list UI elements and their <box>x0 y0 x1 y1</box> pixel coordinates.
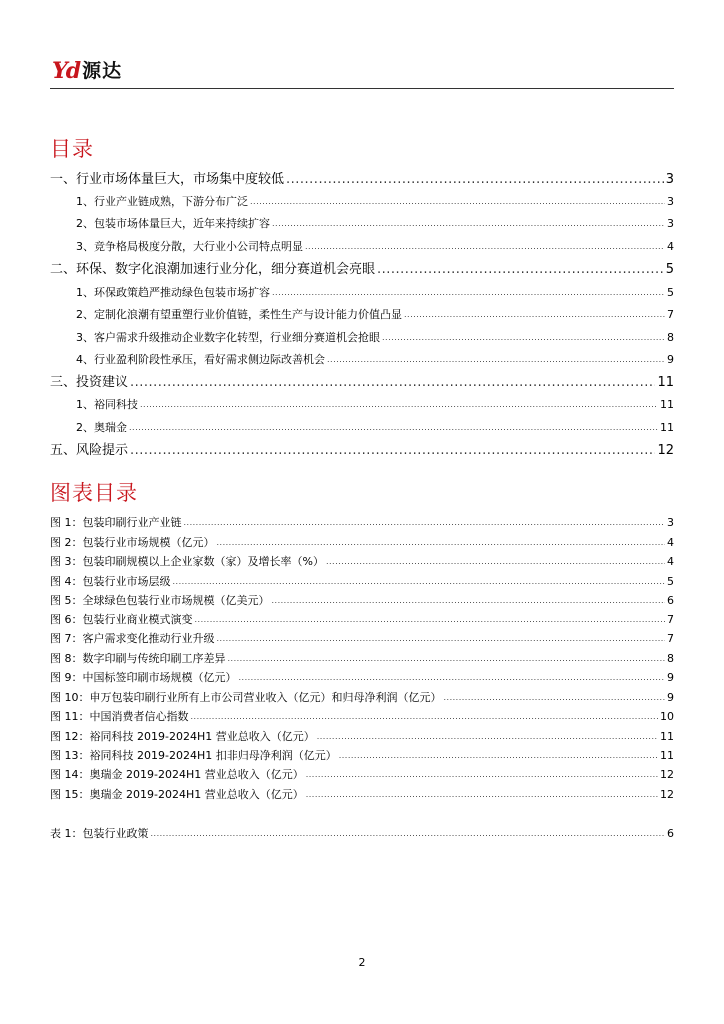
figure-entry[interactable] <box>50 612 674 628</box>
figure-entry-label: 图 15：奥瑞金 2019-2024H1 营业总收入（亿元） <box>50 788 304 801</box>
figure-entry[interactable] <box>50 670 674 686</box>
dot-leader <box>326 554 665 570</box>
toc-entry[interactable] <box>50 261 674 279</box>
toc-title: 目录 <box>50 137 94 161</box>
toc-entry[interactable] <box>50 194 674 210</box>
brand-name: 源达 <box>82 59 123 82</box>
toc-entry-label: 1、环保政策趋严推动绿色包装市场扩容 <box>76 286 270 299</box>
toc-entry[interactable] <box>50 397 674 413</box>
table-entry[interactable] <box>50 826 674 842</box>
toc-entry-page: 11 <box>657 375 674 390</box>
toc-entry-page: 9 <box>667 353 674 366</box>
toc-entry[interactable] <box>50 171 674 189</box>
toc-entry[interactable] <box>50 374 674 392</box>
figure-entry[interactable] <box>50 593 674 609</box>
dot-leader <box>306 767 658 783</box>
dot-leader <box>129 420 658 436</box>
figure-entry[interactable] <box>50 729 674 745</box>
dot-leader <box>272 285 665 301</box>
logo-mark: Yd <box>52 58 80 84</box>
toc-entry-label: 3、客户需求升级推动企业数字化转型，行业细分赛道机会抢眼 <box>76 331 380 344</box>
toc-entry-page: 3 <box>667 195 674 208</box>
figure-entry-label: 图 14：奥瑞金 2019-2024H1 营业总收入（亿元） <box>50 768 304 781</box>
toc-entry[interactable] <box>50 239 674 255</box>
figure-entry-page: 11 <box>660 749 674 762</box>
toc-entry[interactable] <box>50 307 674 323</box>
toc-entry-page: 5 <box>667 286 674 299</box>
dot-leader <box>140 397 658 413</box>
figure-entry-page: 12 <box>660 768 674 781</box>
dot-leader <box>173 574 666 590</box>
toc-entry-label: 二、环保、数字化浪潮加速行业分化，细分赛道机会亮眼 <box>50 262 376 277</box>
toc-entry-label: 三、投资建议 <box>50 375 129 390</box>
figure-entry-page: 3 <box>667 516 674 529</box>
toc-entry-page: 11 <box>660 398 674 411</box>
dot-leader <box>217 535 666 551</box>
figure-entry[interactable] <box>50 554 674 570</box>
figure-entry-page: 6 <box>667 594 674 607</box>
dot-leader <box>130 374 655 392</box>
toc-entry-label: 2、定制化浪潮有望重塑行业价值链，柔性生产与设计能力价值凸显 <box>76 308 402 321</box>
figure-entry-label: 图 2：包装行业市场规模（亿元） <box>50 536 215 549</box>
figure-entry[interactable] <box>50 631 674 647</box>
figure-entry-page: 9 <box>667 671 674 684</box>
toc-entry-label: 1、裕同科技 <box>76 398 138 411</box>
dot-leader <box>195 612 666 628</box>
figure-entry-label: 图 12：裕同科技 2019-2024H1 营业总收入（亿元） <box>50 730 315 743</box>
dot-leader <box>306 787 658 803</box>
dot-leader <box>191 709 659 725</box>
figure-entry-label: 图 6：包装行业商业模式演变 <box>50 613 193 626</box>
table-entry-page: 6 <box>667 827 674 840</box>
dot-leader <box>250 194 665 210</box>
figure-entry-page: 7 <box>667 632 674 645</box>
figure-entry-label: 图 3：包装印刷规模以上企业家数（家）及增长率（%） <box>50 555 324 568</box>
toc-entry[interactable] <box>50 216 674 232</box>
toc-entry[interactable] <box>50 330 674 346</box>
figure-entry-label: 图 1：包装印刷行业产业链 <box>50 516 182 529</box>
header-divider <box>50 88 674 89</box>
toc-entry-page: 11 <box>660 421 674 434</box>
dot-leader <box>382 330 665 346</box>
figure-entry-label: 图 8：数字印刷与传统印刷工序差异 <box>50 652 226 665</box>
toc-entry-page: 5 <box>665 262 674 277</box>
toc-entry[interactable] <box>50 285 674 301</box>
dot-leader <box>377 261 664 279</box>
dot-leader <box>228 651 666 667</box>
figure-entry[interactable] <box>50 574 674 590</box>
figure-entry-page: 11 <box>660 730 674 743</box>
toc-entry[interactable] <box>50 420 674 436</box>
figures-title: 图表目录 <box>50 481 138 505</box>
dot-leader <box>404 307 665 323</box>
figure-entry-page: 4 <box>667 555 674 568</box>
figure-entry-label: 图 10：申万包装印刷行业所有上市公司营业收入（亿元）和归母净利润（亿元） <box>50 691 442 704</box>
figure-entry[interactable] <box>50 787 674 803</box>
figure-entry[interactable] <box>50 709 674 725</box>
dot-leader <box>327 352 665 368</box>
figure-entry-label: 图 7：客户需求变化推动行业升级 <box>50 632 215 645</box>
figure-entry-page: 12 <box>660 788 674 801</box>
figure-entry[interactable] <box>50 651 674 667</box>
toc-entry-page: 4 <box>667 240 674 253</box>
figure-entry-label: 图 11：中国消费者信心指数 <box>50 710 189 723</box>
toc-entry-label: 五、风险提示 <box>50 443 129 458</box>
brand-logo <box>52 58 122 84</box>
dot-leader <box>184 515 666 531</box>
toc-entry-label: 一、行业市场体量巨大，市场集中度较低 <box>50 172 285 187</box>
figure-entry-label: 图 9：中国标签印刷市场规模（亿元） <box>50 671 237 684</box>
table-entry-label: 表 1：包装行业政策 <box>50 827 149 840</box>
toc-entry[interactable] <box>50 442 674 460</box>
dot-leader <box>305 239 665 255</box>
figure-entry[interactable] <box>50 515 674 531</box>
figure-entry[interactable] <box>50 535 674 551</box>
dot-leader <box>130 442 655 460</box>
toc-entry-label: 4、行业盈利阶段性承压，看好需求侧边际改善机会 <box>76 353 325 366</box>
toc-entry-label: 2、包装市场体量巨大，近年来持续扩容 <box>76 217 270 230</box>
figure-entry-label: 图 13：裕同科技 2019-2024H1 扣非归母净利润（亿元） <box>50 749 337 762</box>
figure-entry[interactable] <box>50 767 674 783</box>
figure-entry-label: 图 5：全球绿色包装行业市场规模（亿美元） <box>50 594 270 607</box>
figure-entry-page: 10 <box>660 710 674 723</box>
figure-entry-page: 4 <box>667 536 674 549</box>
dot-leader <box>317 729 658 745</box>
toc-entry-page: 12 <box>657 443 674 458</box>
dot-leader <box>444 690 666 706</box>
toc-entry-page: 7 <box>667 308 674 321</box>
dot-leader <box>339 748 658 764</box>
toc-entry-page: 3 <box>665 172 674 187</box>
figure-entry-page: 9 <box>667 691 674 704</box>
dot-leader <box>286 171 664 189</box>
dot-leader <box>217 631 666 647</box>
dot-leader <box>272 216 665 232</box>
dot-leader <box>272 593 666 609</box>
toc-entry-page: 3 <box>667 217 674 230</box>
figure-entry-page: 7 <box>667 613 674 626</box>
dot-leader <box>239 670 666 686</box>
figure-entry-page: 8 <box>667 652 674 665</box>
dot-leader <box>151 826 666 842</box>
toc-entry-page: 8 <box>667 331 674 344</box>
toc-entry-label: 3、竞争格局极度分散，大行业小公司特点明显 <box>76 240 303 253</box>
page-number: 2 <box>358 956 366 969</box>
toc-entry-label: 1、行业产业链成熟，下游分布广泛 <box>76 195 248 208</box>
figure-entry[interactable] <box>50 690 674 706</box>
figure-entry-page: 5 <box>667 575 674 588</box>
figure-entry-label: 图 4：包装行业市场层级 <box>50 575 171 588</box>
toc-entry[interactable] <box>50 352 674 368</box>
toc-entry-label: 2、奥瑞金 <box>76 421 127 434</box>
figure-entry[interactable] <box>50 748 674 764</box>
